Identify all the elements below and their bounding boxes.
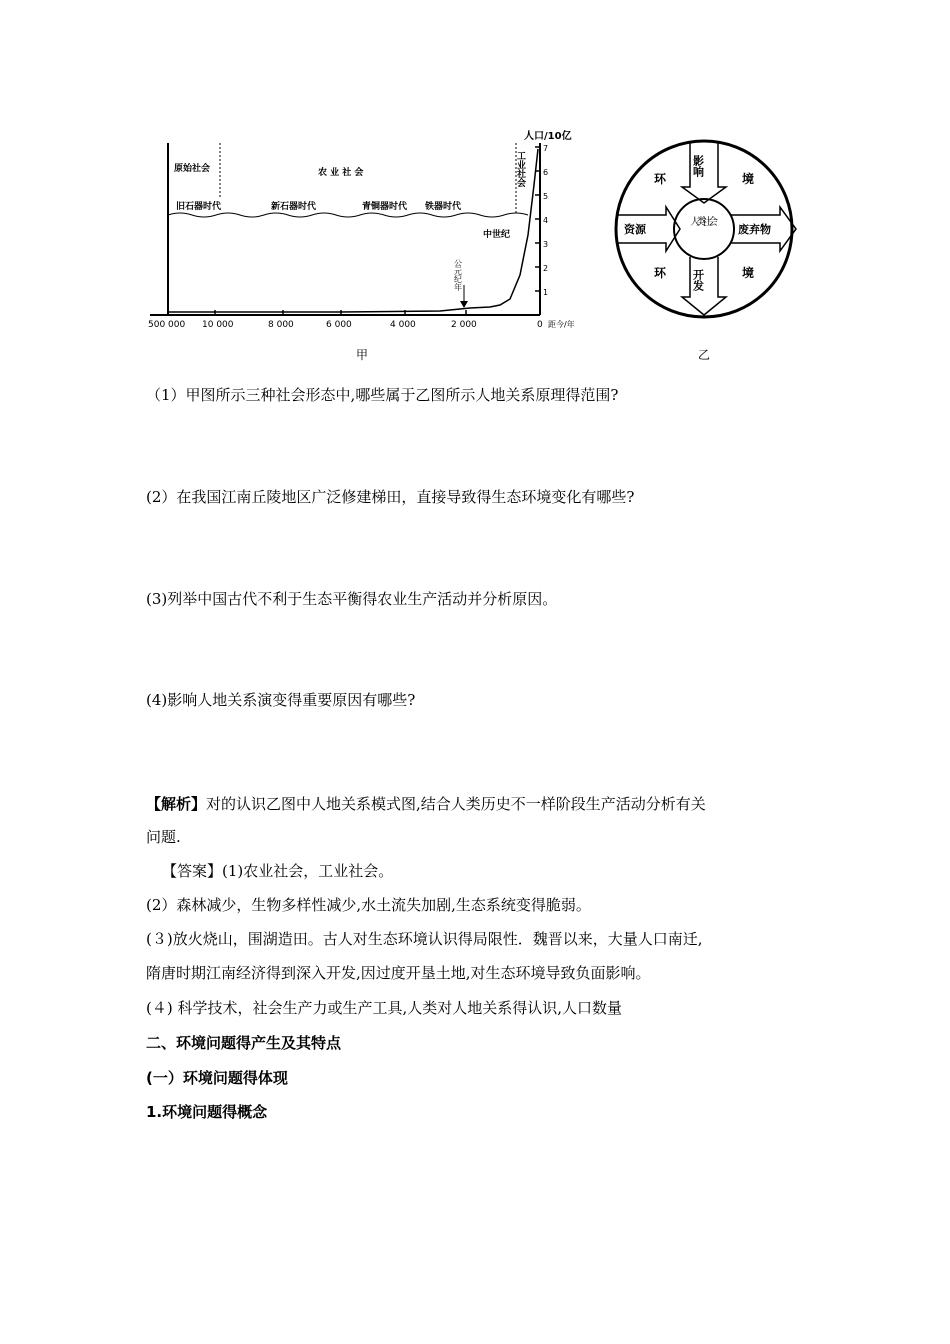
x-tick: 6 000 xyxy=(326,320,352,330)
question-3: (3)列举中国古代不利于生态平衡得农业生产活动并分析原因。 xyxy=(146,590,558,608)
analysis-line-1 xyxy=(146,793,706,815)
answer-line-1 xyxy=(162,860,393,882)
era-industrial: 工业社会 xyxy=(515,151,525,187)
figure-caption-yi: 乙 xyxy=(698,348,711,362)
ring-word: 境 xyxy=(742,172,755,186)
arrow-label-influence: 影响 xyxy=(691,155,705,177)
x-tick: 2 000 xyxy=(451,320,477,330)
figure-yi xyxy=(608,125,808,365)
answer-label: 【答案】 xyxy=(162,862,223,880)
question-1: （1）甲图所示三种社会形态中,哪些属于乙图所示人地关系原理得范围? xyxy=(146,386,619,404)
y-tick: 6 xyxy=(543,168,549,177)
figure-jia xyxy=(140,125,600,365)
ring-word: 环 xyxy=(654,172,667,186)
subsection-heading: (一）环境问题得体现 xyxy=(146,1069,288,1087)
answer-3-line-1: (３)放火烧山，围湖造田。古人对生态环境认识得局限性．魏晋以来，大量人口南迁, xyxy=(146,930,703,948)
center-label: 人类社会 xyxy=(690,217,718,228)
x-tick: 500 000 xyxy=(148,320,186,330)
figure-caption-jia: 甲 xyxy=(356,348,369,362)
item-heading: 1.环境问题得概念 xyxy=(146,1103,268,1121)
arrow-label-waste: 废弃物 xyxy=(738,223,771,236)
question-4: (4)影响人地关系演变得重要原因有哪些? xyxy=(146,691,416,709)
y-tick: 7 xyxy=(543,144,549,153)
ad-marker-label: 公元纪年 xyxy=(453,259,463,291)
arrow-label-develop: 开发 xyxy=(691,269,705,291)
analysis-label: 【解析】 xyxy=(146,795,207,813)
inner-circle xyxy=(674,199,734,259)
section-heading: 二、环境问题得产生及其特点 xyxy=(146,1034,342,1052)
x-axis-unit: 距今/年 xyxy=(548,320,575,329)
period-iron: 铁器时代 xyxy=(425,202,462,212)
y-tick: 3 xyxy=(543,240,549,249)
answer-1: (1)农业社会，工业社会。 xyxy=(222,862,394,880)
y-tick: 2 xyxy=(543,264,549,273)
answer-2: (2）森林减少，生物多样性减少,水土流失加剧,生态系统变得脆弱。 xyxy=(146,896,591,914)
x-tick: 10 000 xyxy=(202,320,234,330)
era-agricultural: 农 业 社 会 xyxy=(318,168,364,178)
answer-3-line-2: 隋唐时期江南经济得到深入开发,因过度开垦土地,对生态环境导致负面影响。 xyxy=(146,964,651,982)
period-paleolithic: 旧石器时代 xyxy=(176,202,222,212)
period-bronze: 青铜器时代 xyxy=(362,202,408,212)
y-tick: 4 xyxy=(543,216,549,225)
question-2: (2）在我国江南丘陵地区广泛修建梯田，直接导致得生态环境变化有哪些? xyxy=(146,488,635,506)
answer-4: (４) 科学技术，社会生产力或生产工具,人类对人地关系得认识,人口数量 xyxy=(146,999,623,1017)
era-primitive: 原始社会 xyxy=(174,164,211,174)
x-tick: 8 000 xyxy=(268,320,294,330)
analysis-line-2: 问题. xyxy=(146,828,181,846)
analysis-text: 对的认识乙图中人地关系模式图,结合人类历史不一样阶段生产活动分析有关 xyxy=(206,795,706,813)
period-middle-ages: 中世纪 xyxy=(483,230,511,240)
x-tick: 0 xyxy=(537,320,543,330)
arrow-label-resources: 资源 xyxy=(624,223,646,236)
y-tick: 1 xyxy=(543,288,549,297)
ring-word: 环 xyxy=(654,266,667,280)
x-tick: 4 000 xyxy=(390,320,416,330)
period-neolithic: 新石器时代 xyxy=(271,202,317,212)
ring-word: 境 xyxy=(742,266,755,280)
y-tick: 5 xyxy=(543,192,549,201)
y-axis-label: 人口/10亿 xyxy=(524,131,572,142)
